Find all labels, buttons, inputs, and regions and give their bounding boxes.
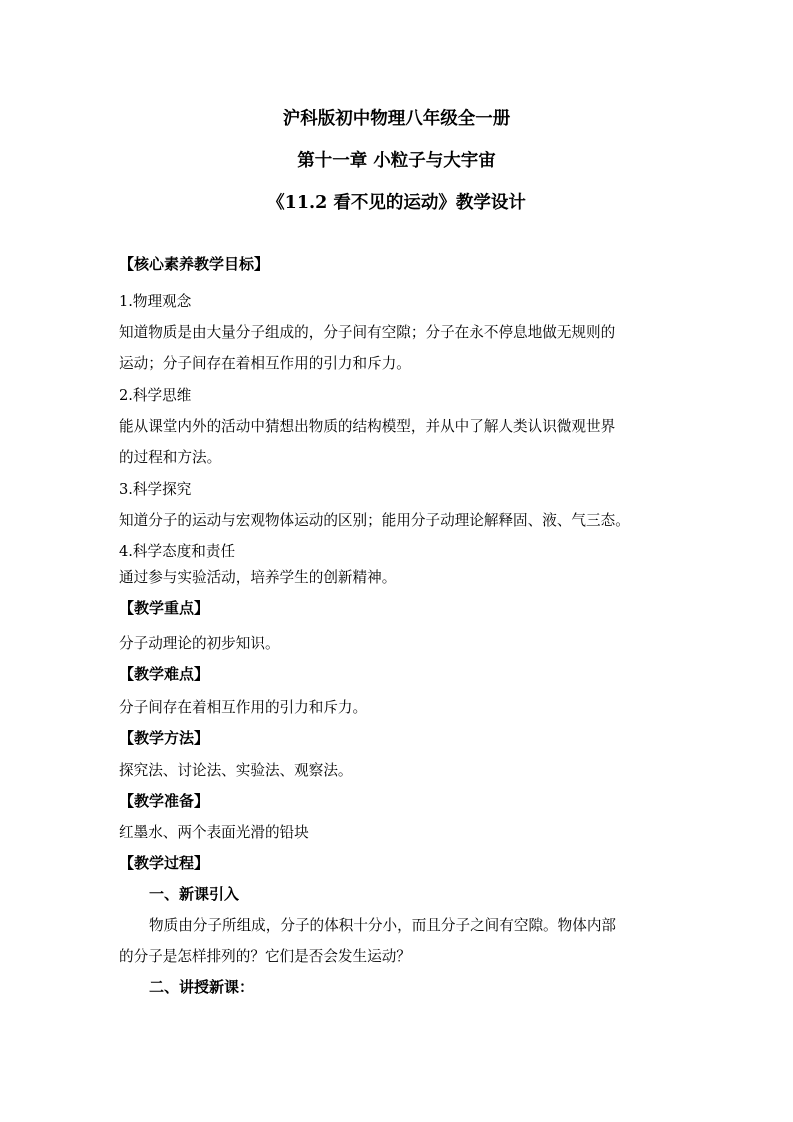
objective-label-1: 1.物理观念	[119, 293, 192, 310]
preparation-text: 红墨水、两个表面光滑的铅块	[119, 824, 309, 841]
section-2-title: 二、讲授新课：	[149, 978, 255, 996]
section-1-title: 一、新课引入	[149, 885, 240, 903]
objective-3-line-1: 知道分子的运动与宏观物体运动的区别；能用分子动理论解释固、液、气三态。	[119, 512, 630, 529]
objective-label-3: 3.科学探究	[119, 481, 192, 498]
difficulties-heading: 【教学难点】	[119, 665, 210, 683]
process-heading: 【教学过程】	[119, 854, 210, 872]
objective-4-line-1: 通过参与实验活动，培养学生的创新精神。	[119, 569, 397, 586]
objective-2-line-1: 能从课堂内外的活动中猜想出物质的结构模型，并从中了解人类认识微观世界	[119, 418, 616, 435]
objective-label-2: 2.科学思维	[119, 387, 192, 404]
objective-1-line-1: 知道物质是由大量分子组成的，分子间有空隙；分子在永不停息地做无规则的	[119, 324, 616, 341]
methods-heading: 【教学方法】	[119, 729, 210, 747]
methods-text: 探究法、讨论法、实验法、观察法。	[119, 762, 353, 779]
key-points-heading: 【教学重点】	[119, 599, 210, 617]
key-points-text: 分子动理论的初步知识。	[119, 635, 280, 652]
difficulties-text: 分子间存在着相互作用的引力和斥力。	[119, 699, 368, 716]
objective-1-line-2: 运动；分子间存在着相互作用的引力和斥力。	[119, 355, 411, 372]
objective-2-line-2: 的过程和方法。	[119, 449, 222, 466]
preparation-heading: 【教学准备】	[119, 792, 210, 810]
lesson-title: 《11.2 看不见的运动》教学设计	[267, 193, 526, 213]
section-1-line-1: 物质由分子所组成，分子的体积十分小，而且分子之间有空隙。物体内部	[149, 917, 617, 934]
objectives-heading: 【核心素养教学目标】	[119, 255, 270, 273]
section-1-line-2: 的分子是怎样排列的？它们是否会发生运动？	[119, 948, 411, 965]
book-title: 沪科版初中物理八年级全一册	[282, 109, 511, 129]
objective-label-4: 4.科学态度和责任	[119, 543, 236, 560]
chapter-title: 第十一章 小粒子与大宇宙	[297, 151, 496, 171]
